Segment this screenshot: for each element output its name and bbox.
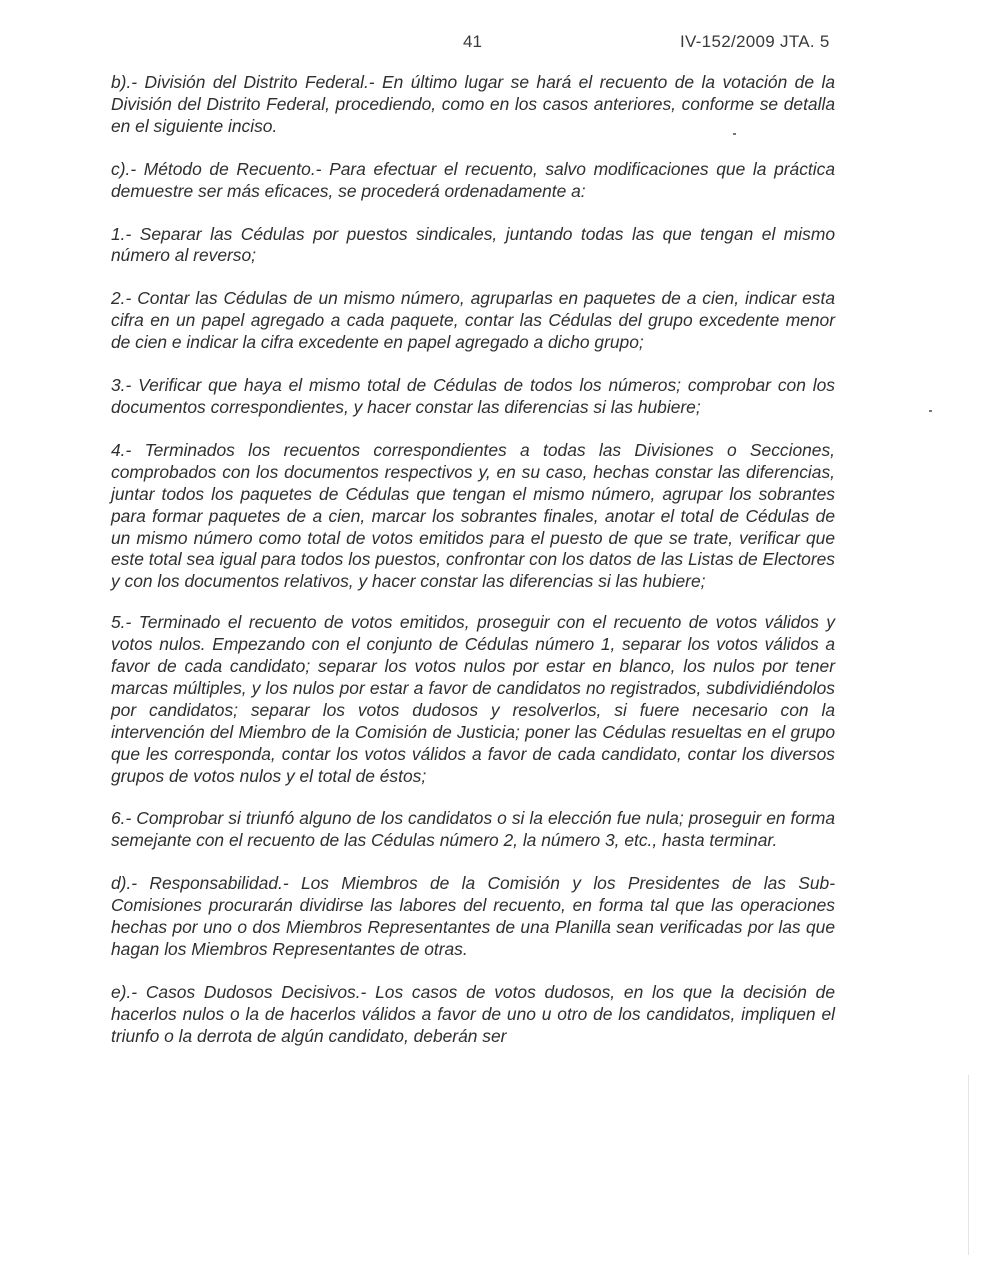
list-item-4: 4.- Terminados los recuentos correspondientes a todas las Divisiones o Secciones, comprobados con los documentos respectivos y, en su caso, hechas constar las diferencias, juntar todos los paquetes de Cédulas que tengan el mismo número, agrupar los sobrantes para formar paquetes de a cien, marcar los sobrantes finales, anotar el total de Cédulas de un mismo número como total de votos emitidos para el puesto de que se trate, verificar que este total sea igual para todos los puestos, confrontar con los datos de las Listas de Electores y con los documentos relativos, y hacer constar las diferencias si las hubiere; bbox=[111, 439, 835, 592]
list-item-6: 6.- Comprobar si triunfó alguno de los candidatos o si la elección fue nula; proseguir en forma semejante con el recuento de las Cédulas número 2, la número 3, etc., hasta terminar. bbox=[111, 808, 835, 851]
document-body bbox=[111, 72, 835, 1048]
list-item-5: 5.- Terminado el recuento de votos emitidos, proseguir con el recuento de votos válidos y votos nulos. Empezando con el conjunto de Cédulas número 1, separar los votos válidos a favor de cada candidato; separar los votos nulos por estar en blanco, los nulos por tener marcas múltiples, y los nulos por estar a favor de candidatos no registrados, subdividiéndolos por candidatos; separar los votos dudosos y resolverlos, si fuere necesario con la intervención del Miembro de la Comisión de Justicia; poner las Cédulas resueltas en el grupo que les corresponda, contar los votos válidos a favor de cada candidato, contar los diversos grupos de votos nulos y el total de éstos; bbox=[111, 612, 835, 786]
paragraph-casos-dudosos: e).- Casos Dudosos Decisivos.- Los casos de votos dudosos, en los que la decisión de hacerlos nulos o la de hacerlos válidos a favor de uno u otro de los candidatos, impliquen el triunfo o la derrota de algún candidato, deberán ser bbox=[111, 981, 835, 1046]
list-item-2: 2.- Contar las Cédulas de un mismo número, agruparlas en paquetes de a cien, indicar esta cifra en un papel agregado a cada paquete, contar las Cédulas del grupo excedente menor de cien e indicar la cifra excedente en papel agregado a dicho grupo; bbox=[111, 288, 835, 353]
scan-speck bbox=[929, 410, 932, 412]
list-item-3: 3.- Verificar que haya el mismo total de Cédulas de todos los números; comprobar con los documentos correspondientes, y hacer constar las diferencias si las hubiere; bbox=[111, 375, 835, 417]
page-number: 41 bbox=[463, 32, 482, 51]
paragraph-division-df: b).- División del Distrito Federal.- En último lugar se hará el recuento de la votación de la División del Distrito Federal, procediendo, como en los casos anteriores, conforme se detalla en el siguiente inciso. bbox=[111, 72, 835, 136]
scan-edge-line bbox=[968, 1075, 969, 1255]
page-header bbox=[0, 32, 990, 56]
paragraph-responsabilidad: d).- Responsabilidad.- Los Miembros de la Comisión y los Presidentes de las Sub-Comisiones procurarán dividirse las labores del recuento, en forma tal que las operaciones hechas por uno o dos Miembros Representantes de una Planilla sean verificadas por las que hagan los Miembros Representantes de otras. bbox=[111, 873, 835, 959]
case-reference: IV-152/2009 JTA. 5 bbox=[680, 32, 830, 51]
list-item-1: 1.- Separar las Cédulas por puestos sindicales, juntando todas las que tengan el mismo número al reverso; bbox=[111, 223, 835, 266]
scan-speck bbox=[733, 133, 736, 135]
paragraph-metodo-recuento: c).- Método de Recuento.- Para efectuar el recuento, salvo modificaciones que la práctica demuestre ser más eficaces, se procederá ordenadamente a: bbox=[111, 158, 835, 201]
